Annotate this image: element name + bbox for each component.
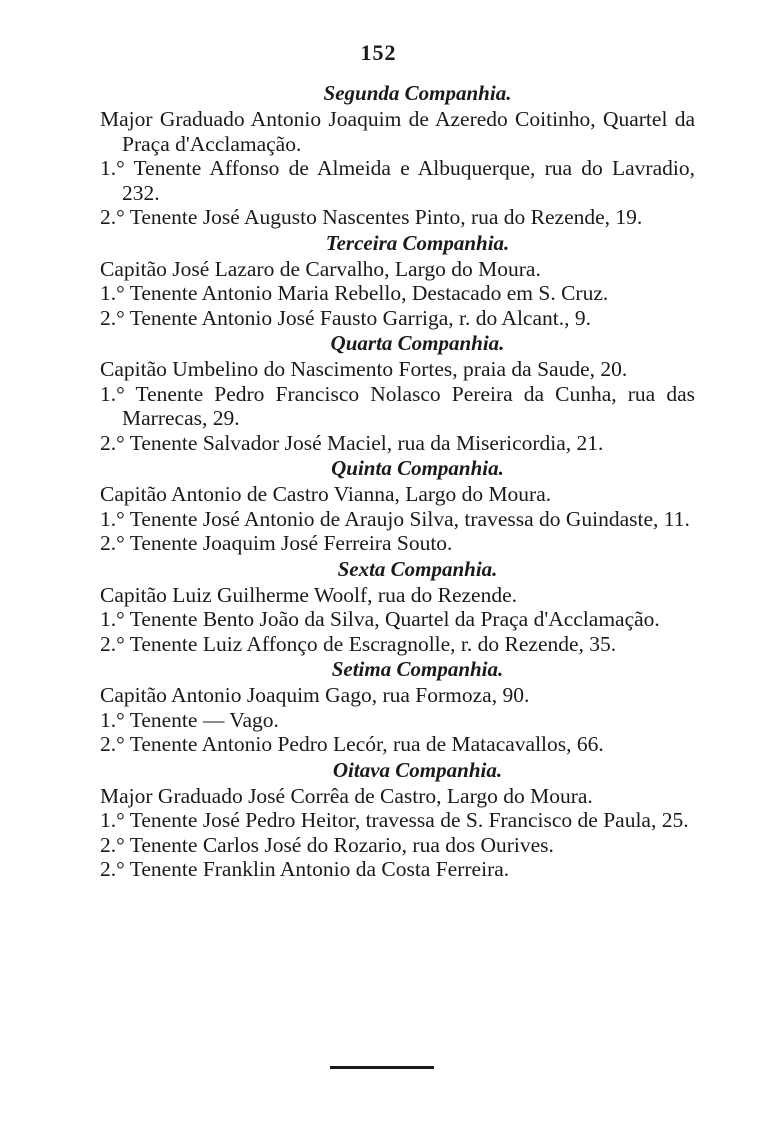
page-number: 152 [360, 40, 397, 65]
officer-entry: 1.° Tenente José Antonio de Araujo Silva, travessa do Guindaste, 11. [100, 506, 690, 531]
company-section-sexta [100, 556, 695, 657]
company-heading: Quarta Companhia. [330, 331, 505, 355]
officer-entry: Major Graduado José Corrêa de Castro, Largo do Moura. [100, 783, 593, 808]
company-section-setima [100, 656, 695, 757]
officer-entry: 2.° Tenente Carlos José do Rozario, rua dos Ourives. [100, 832, 554, 857]
officer-entry: 2.° Tenente José Augusto Nascentes Pinto, rua do Rezende, 19. [100, 205, 643, 229]
company-heading: Quinta Companhia. [331, 456, 504, 480]
officer-entry: 1.° Tenente Pedro Francisco Nolasco Pereira da Cunha, rua das Marrecas, 29. [100, 381, 695, 430]
company-heading: Sexta Companhia. [337, 556, 498, 581]
page-content [100, 80, 695, 882]
officer-entry: 1.° Tenente José Pedro Heitor, travessa de S. Francisco de Paula, 25. [100, 808, 689, 832]
officer-entry: 2.° Tenente Antonio Pedro Lecór, rua de Matacavallos, 66. [100, 732, 604, 756]
officer-entry: 2.° Tenente Franklin Antonio da Costa Ferreira. [100, 857, 510, 881]
company-section-oitava [100, 757, 695, 882]
officer-entry: Capitão Umbelino do Nascimento Fortes, praia da Saude, 20. [100, 357, 628, 381]
company-section-quarta [100, 330, 695, 455]
officer-entry: 2.° Tenente Salvador José Maciel, rua da Misericordia, 21. [100, 430, 604, 455]
officer-entry: 1.° Tenente — Vago. [100, 707, 279, 732]
officer-entry: 1.° Tenente Antonio Maria Rebello, Destacado em S. Cruz. [100, 281, 609, 305]
officer-entry: Capitão José Lazaro de Carvalho, Largo do Moura. [100, 256, 541, 281]
officer-entry: 2.° Tenente Antonio José Fausto Garriga, r. do Alcant., 9. [100, 305, 591, 330]
company-heading: Segunda Companhia. [323, 81, 512, 105]
company-heading: Oitava Companhia. [332, 757, 503, 782]
officer-entry: Capitão Antonio de Castro Vianna, Largo do Moura. [100, 482, 552, 506]
company-section-quinta [100, 455, 695, 556]
officer-entry: 1.° Tenente Bento João da Silva, Quartel da Praça d'Acclamação. [100, 607, 660, 631]
officer-entry: Capitão Luiz Guilherme Woolf, rua do Rezende. [100, 582, 517, 607]
company-heading: Setima Companhia. [331, 657, 504, 681]
company-heading: Terceira Companhia. [325, 230, 510, 255]
company-section-segunda [100, 80, 695, 230]
company-section-terceira [100, 230, 695, 331]
closing-rule-divider [330, 1066, 434, 1069]
officer-entry: 2.° Tenente Luiz Affonço de Escragnolle, r. do Rezende, 35. [100, 631, 617, 656]
officer-entry: 2.° Tenente Joaquim José Ferreira Souto. [100, 531, 453, 555]
officer-entry: Major Graduado Antonio Joaquim de Azeredo Coitinho, Quartel da Praça d'Acclamação. [100, 107, 695, 156]
officer-entry: Capitão Antonio Joaquim Gago, rua Formoza, 90. [100, 683, 530, 707]
officer-entry: 1.° Tenente Affonso de Almeida e Albuquerque, rua do Lavradio, 232. [100, 156, 695, 205]
